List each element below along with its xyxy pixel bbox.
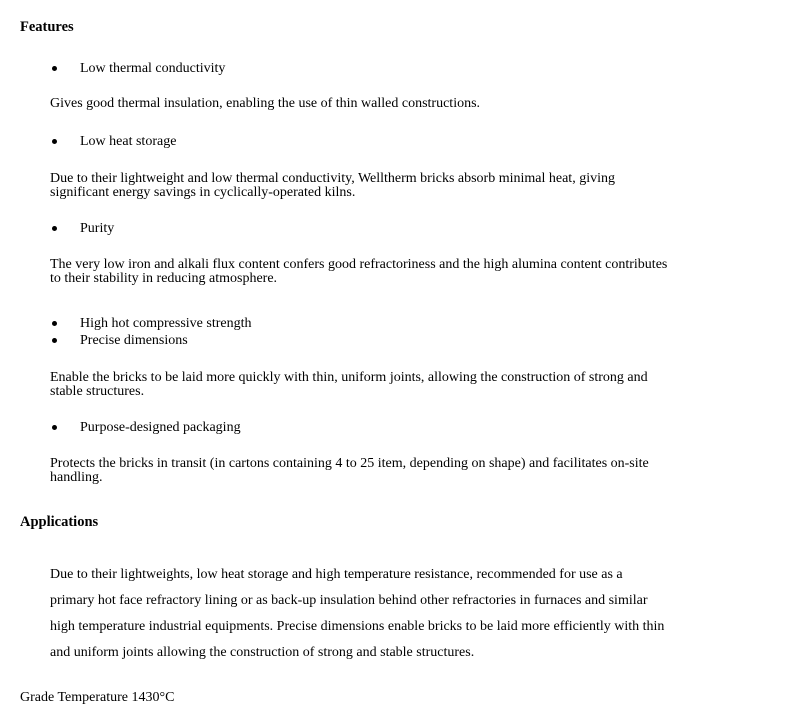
bullet-icon [52,425,57,430]
feature-description: Due to their lightweight and low thermal conductivity, Welltherm bricks absorb minimal heat, giving significant energy savings in cyclically-operated kilns. [50,171,615,200]
bullet-icon [52,321,57,326]
features-heading: Features [20,19,74,35]
feature-description: Enable the bricks to be laid more quickly with thin, uniform joints, allowing the construction of strong and stable structures. [50,370,648,399]
feature-description: Gives good thermal insulation, enabling the use of thin walled constructions. [50,96,481,111]
feature-bullet: Low heat storage [80,134,177,149]
applications-heading: Applications [20,514,99,530]
applications-line: high temperature industrial equipments. Precise dimensions enable bricks to be laid more efficiently with thin [50,619,665,634]
feature-bullet: Purpose-designed packaging [80,420,241,435]
applications-line: and uniform joints allowing the construction of strong and stable structures. [50,645,475,660]
feature-bullet: Purity [80,221,115,236]
bullet-icon [52,338,57,343]
grade-temperature: Grade Temperature 1430°C [20,690,175,705]
bullet-icon [52,139,57,144]
applications-paragraph [50,562,740,666]
feature-bullet: Precise dimensions [80,333,188,348]
feature-description: The very low iron and alkali flux content confers good refractoriness and the high alumina content contributes to their stability in reducing atmosphere. [50,257,668,286]
feature-bullet: High hot compressive strength [80,316,252,331]
feature-description: Protects the bricks in transit (in cartons containing 4 to 25 item, depending on shape) and facilitates on-site handling. [50,456,649,485]
feature-bullet: Low thermal conductivity [80,61,226,76]
applications-line: primary hot face refractory lining or as back-up insulation behind other refractories in furnaces and similar [50,593,648,608]
applications-line: Due to their lightweights, low heat storage and high temperature resistance, recommended for use as a [50,567,623,582]
bullet-icon [52,66,57,71]
bullet-icon [52,226,57,231]
